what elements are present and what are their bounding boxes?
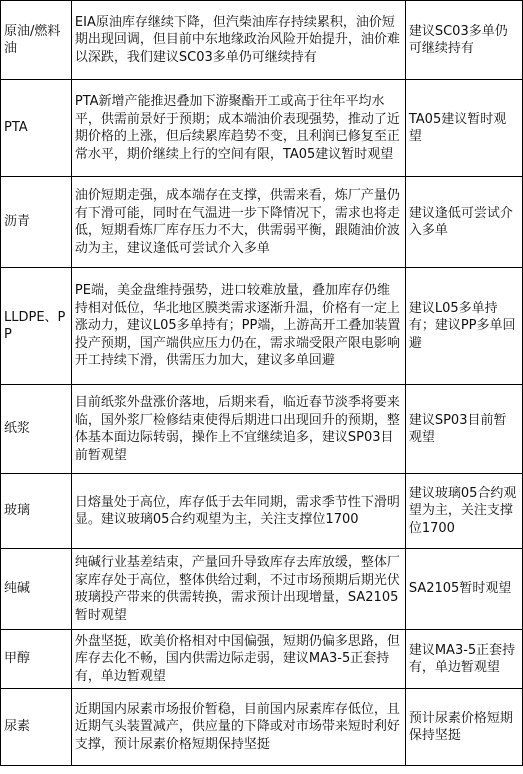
market-analysis: 纯碱行业基差结束，产量回升导致库存去库放缓，整体厂家库存处于高位，整体供给过剩，不过市场预期后期光伏玻璃投产带来的供需转换，需求预计出现增量，SA2105暂时观望 — [71, 549, 405, 630]
table-row — [1, 268, 523, 385]
commodity-name: 沥青 — [1, 177, 72, 268]
trading-advice: 建议L05多单持有；建议PP多单回避 — [405, 268, 522, 385]
market-analysis: 近期国内尿素市场报价暂稳，目前国内尿素库存低位，且近期气头装置减产，供应量的下降或对市场带来短时利好支撑，预计尿素价格短期保持坚挺 — [71, 689, 405, 766]
market-analysis: EIA原油库存继续下降，但汽柴油库存持续累积，油价短期出现回调，但目前中东地缘政治风险开始提升，油价难以深跌，我们建议SC03多单仍可继续持有 — [71, 1, 405, 80]
commodity-name: 甲醇 — [1, 630, 72, 689]
market-analysis: 目前纸浆外盘涨价落地，后期来看，临近春节淡季将要来临，国外浆厂检修结束使得后期进口出现回升的预期，整体基本面边际转弱，操作上不宜继续追多，建议SP03目前暂观望 — [71, 385, 405, 474]
trading-advice: 建议玻璃05合约观望为主，关注支撑位1700 — [405, 474, 522, 549]
commodity-name: 玻璃 — [1, 474, 72, 549]
commodity-name: PTA — [1, 80, 72, 177]
table-row — [1, 177, 523, 268]
table-row — [1, 80, 523, 177]
trading-advice: TA05建议暂时观望 — [405, 80, 522, 177]
table-row — [1, 689, 523, 766]
commodity-name: 尿素 — [1, 689, 72, 766]
table-row — [1, 630, 523, 689]
trading-advice: 建议逢低可尝试介入多单 — [405, 177, 522, 268]
market-analysis: 油价短期走强，成本端存在支撑，供需来看，炼厂产量仍有下滑可能，同时在气温进一步下降情况下，需求也将走低，短期看炼厂库存压力不大，供需弱平衡，跟随油价波动为主，建议逢低可尝试介入多单 — [71, 177, 405, 268]
commodity-name: 纯碱 — [1, 549, 72, 630]
commodity-name: LLDPE、PP — [1, 268, 72, 385]
market-analysis: PTA新增产能推迟叠加下游聚酯开工或高于往年平均水平，供需前景好于预期；成本端油价表现强势，推动了近期价格的上涨，但后续累库趋势不变，且利润已修复至正常水平，期价继续上行的空间有限，TA05建议暂时观望 — [71, 80, 405, 177]
table-row — [1, 1, 523, 80]
market-analysis: PE端，美金盘维持强势，进口较难放量，叠加库存仍维持相对低位，华北地区膜类需求逐渐升温，价格有一定上涨动力，建议L05多单持有；PP端，上游高开工叠加装置投产预期，国产端供应压力仍在，需求端受限产限电影响开工持续下滑，供需压力加大，建议多单回避 — [71, 268, 405, 385]
table-row — [1, 474, 523, 549]
trading-advice: 建议MA3-5正套持有，单边暂观望 — [405, 630, 522, 689]
trading-advice: 建议SC03多单仍可继续持有 — [405, 1, 522, 80]
commodity-name: 原油/燃料油 — [1, 1, 72, 80]
commodity-name: 纸浆 — [1, 385, 72, 474]
trading-advice: SA2105暂时观望 — [405, 549, 522, 630]
trading-advice: 建议SP03目前暂观望 — [405, 385, 522, 474]
market-analysis: 外盘坚挺，欧美价格相对中国偏强，短期仍偏多思路，但库存去化不畅，国内供需边际走弱，建议MA3-5正套持有，单边暂观望 — [71, 630, 405, 689]
market-analysis: 日熔量处于高位，库存低于去年同期，需求季节性下滑明显。建议玻璃05合约观望为主，关注支撑位1700 — [71, 474, 405, 549]
table-row — [1, 549, 523, 630]
trading-advice: 预计尿素价格短期保持坚挺 — [405, 689, 522, 766]
table-row — [1, 385, 523, 474]
